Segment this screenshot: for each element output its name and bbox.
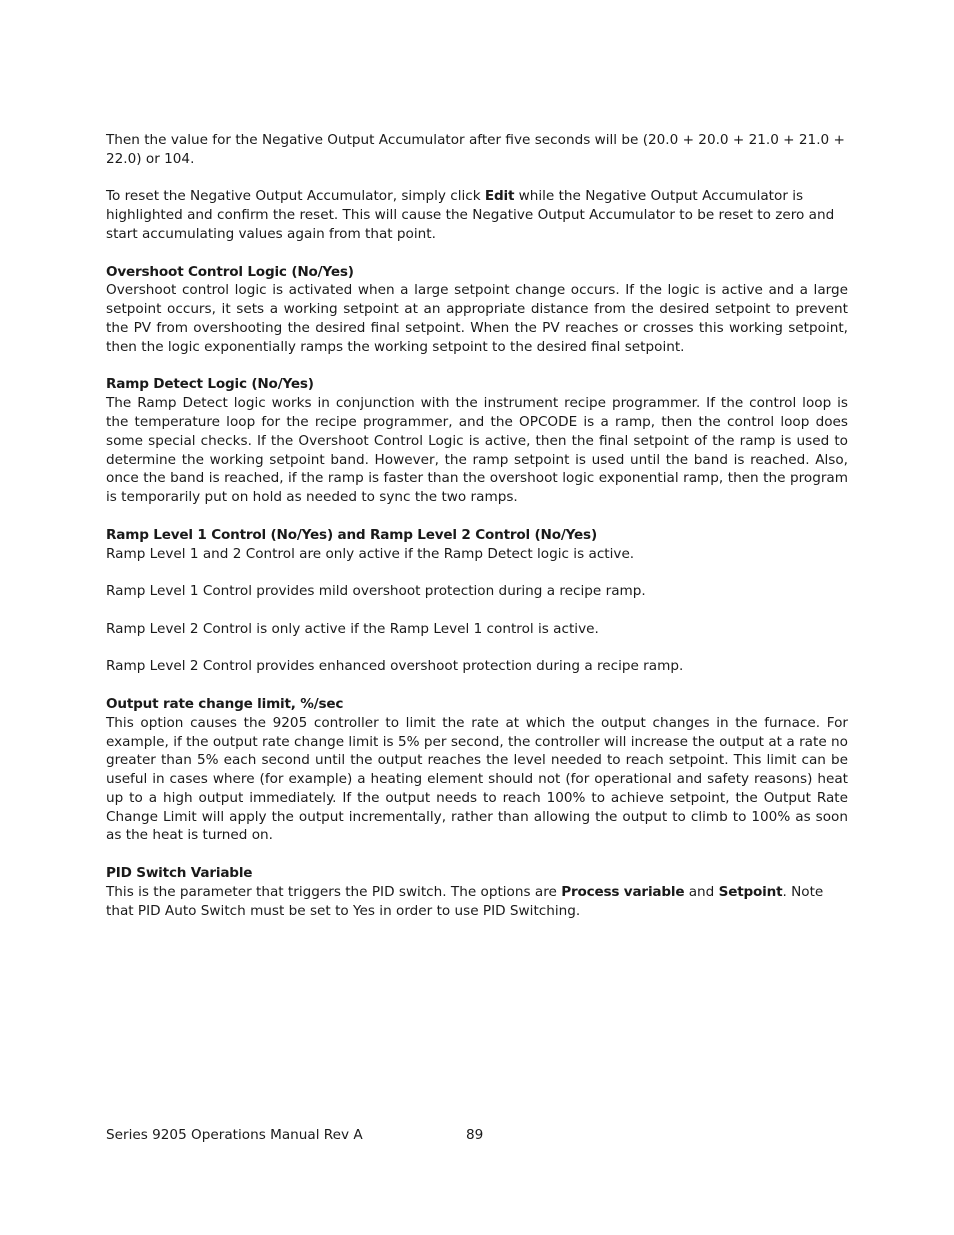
- setpoint-keyword: Setpoint: [718, 883, 783, 900]
- page-number: 89: [466, 1127, 484, 1143]
- footer-title: Series 9205 Operations Manual Rev A: [106, 1127, 363, 1143]
- section-heading: Overshoot Control Logic (No/Yes): [106, 263, 354, 280]
- paragraph-text: Ramp Level 2 Control is only active if the Ramp Level 1 control is active.: [106, 620, 599, 637]
- section-overshoot-control: [106, 263, 848, 357]
- section-body: Overshoot control logic is activated when a large setpoint change occurs. If the logic is active and a large setpoint occurs, it sets a working setpoint at an appropriate distance from the desired setpoint to prevent the PV from overshooting the desired final setpoint. When the PV reaches or crosses this working setpoint, then the logic exponentially ramps the working setpoint to the desired final setpoint.: [106, 282, 848, 355]
- paragraph-reset-accumulator: [106, 187, 848, 243]
- section-body: and: [684, 883, 719, 900]
- paragraph-text: To reset the Negative Output Accumulator, simply click: [106, 188, 485, 205]
- section-output-rate-limit: [106, 695, 848, 845]
- edit-keyword: Edit: [484, 188, 515, 205]
- section-heading: Ramp Detect Logic (No/Yes): [106, 376, 314, 393]
- section-heading: Output rate change limit, %/sec: [106, 695, 344, 712]
- section-heading: Ramp Level 1 Control (No/Yes) and Ramp Level 2 Control (No/Yes): [106, 526, 597, 543]
- section-body: The Ramp Detect logic works in conjunction with the instrument recipe programmer. If the control loop is the temperature loop for the recipe programmer, and the OPCODE is a ramp, then the control loop does some special checks. If the Overshoot Control Logic is active, then the final setpoint of the ramp is used to determine the working setpoint band. However, the ramp setpoint is used until the band is reached. Also, once the band is reached, if the ramp is faster than the overshoot logic exponential ramp, then the program is temporarily put on hold as needed to sync the two ramps.: [106, 395, 848, 506]
- paragraph-text: Ramp Level 2 Control provides enhanced overshoot protection during a recipe ramp.: [106, 658, 684, 675]
- paragraph-accumulator-value: [106, 131, 848, 169]
- section-body: . Note that PID Auto Switch must be set to Yes in order to use PID Switching.: [106, 883, 824, 919]
- paragraph-text: Then the value for the Negative Output Accumulator after five seconds will be (20.0 + 20.0 + 21.0 + 21.0 + 22.0) or 104.: [106, 132, 845, 167]
- process-variable-keyword: Process variable: [561, 883, 685, 900]
- document-body: [106, 131, 848, 939]
- paragraph-text: while the Negative Output Accumulator is highlighted and confirm the reset. This will cause the Negative Output Accumulator to be reset to zero and start accumulating values again from that point.: [106, 188, 835, 242]
- paragraph-ramp-level-2-protection: [106, 657, 848, 676]
- section-heading: PID Switch Variable: [106, 865, 253, 882]
- paragraph-text: Ramp Level 1 Control provides mild overshoot protection during a recipe ramp.: [106, 583, 646, 600]
- section-body: Ramp Level 1 and 2 Control are only active if the Ramp Detect logic is active.: [106, 545, 635, 562]
- section-body: This is the parameter that triggers the PID switch. The options are: [106, 883, 562, 900]
- section-ramp-detect: [106, 375, 848, 507]
- section-body: This option causes the 9205 controller to limit the rate at which the output changes in the furnace. For example, if the output rate change limit is 5% per second, the controller will increase the output at a rate no greater than 5% each second until the output reaches the level needed to reach setpoint. This limit can be useful in cases where (for example) a heating element should not (for operational and safety reasons) heat up to a high output immediately. If the output needs to reach 100% to achieve setpoint, the Output Rate Change Limit will apply the output incrementally, rather than allowing the output to climb to 100% as soon as the heat is turned on.: [106, 714, 848, 844]
- section-pid-switch: [106, 864, 848, 920]
- paragraph-ramp-level-1: [106, 582, 848, 601]
- paragraph-ramp-level-2-active: [106, 620, 848, 639]
- section-ramp-level: [106, 526, 848, 564]
